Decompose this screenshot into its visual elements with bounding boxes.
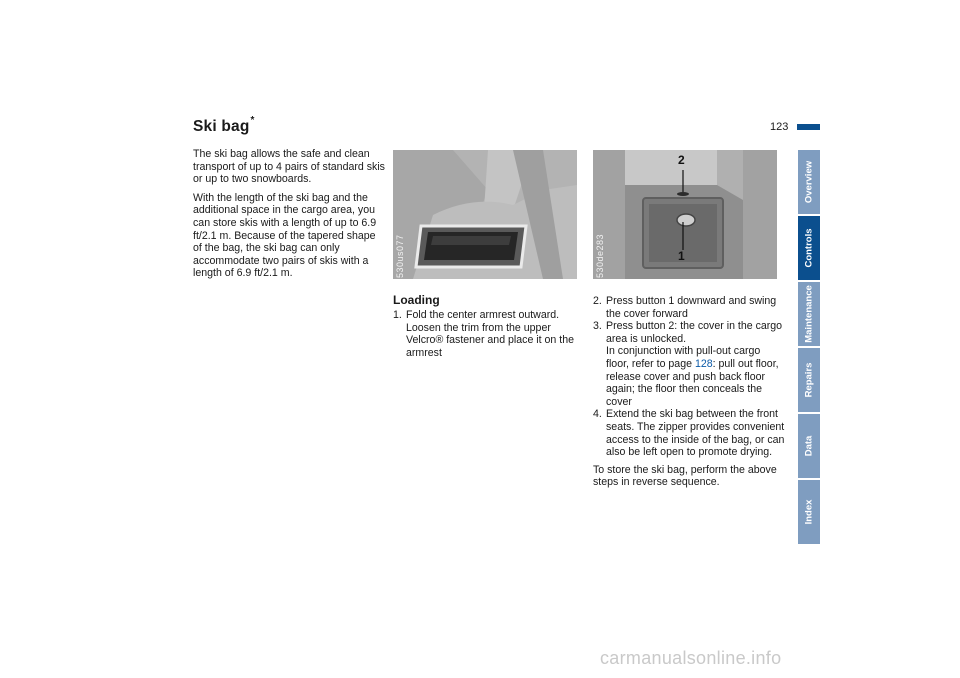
cargo-cover-illustration [593,150,777,279]
step-number: 3. [593,320,602,333]
step-text: Fold the center armrest outward. Loosen the trim from the upper Velcro® fastener and place it on the armrest [406,309,574,359]
step-text: Press button 1 downward and swing the cover forward [606,295,777,320]
continued-steps [593,295,785,489]
page-reference-link[interactable]: 128 [694,357,713,370]
step-text: Press button 2: the cover in the cargo area is unlocked. [606,320,783,345]
tab-label: Maintenance [803,285,815,343]
intro-column [193,148,385,286]
figure-code: 530de283 [595,233,605,278]
tab-index[interactable] [798,480,820,544]
step-1 [393,309,581,359]
tab-label: Repairs [803,362,815,398]
step-4 [593,408,785,458]
tab-maintenance[interactable] [798,282,820,346]
page-title-text: Ski bag [193,118,250,136]
tab-label: Controls [803,228,815,268]
tab-controls[interactable] [798,216,820,280]
tab-label: Index [803,499,815,525]
section-tabs [798,150,820,546]
tab-data[interactable] [798,414,820,478]
watermark: carmanualsonline.info [600,648,782,668]
callout-1: 1 [678,249,685,263]
step-text: Extend the ski bag between the front seats. The zipper provides convenient access to the inside of the bag, or can also be left open to promote drying. [606,408,785,459]
step-note: In conjunction with pull-out cargo floor, refer to page [606,345,761,370]
tab-overview[interactable] [798,150,820,214]
closing-text: To store the ski bag, perform the above steps in reverse sequence. [593,463,777,489]
callout-2: 2 [678,153,685,167]
step-3 [593,320,785,408]
step-number: 4. [593,408,602,421]
page-marker-bar [797,124,820,130]
page-number: 123 [770,121,789,133]
figure-code: 530us077 [395,234,405,278]
page-title [193,117,255,136]
intro-paragraph-2: With the length of the ski bag and the additional space in the cargo area, you can store skis with a length of up to 6.9 ft/2.1 m. Because of the tapered shape of the bag, the ski bag can only accommodate two pairs of skis with a length of 6.9 ft/2.1 m. [193,191,377,280]
loading-steps [393,309,581,359]
optional-equipment-mark: * [250,115,255,126]
step-number: 1. [393,309,402,321]
tab-label: Overview [803,160,815,204]
armrest-illustration [393,150,577,279]
tab-repairs[interactable] [798,348,820,412]
step-2 [593,295,785,320]
armrest-figure [393,150,577,279]
intro-paragraph-1: The ski bag allows the safe and clean transport of up to 4 pairs of standard skis or up to two snowboards. [193,148,385,186]
tab-label: Data [803,435,815,457]
cargo-cover-figure [593,150,777,279]
loading-heading: Loading [393,293,440,307]
step-note-continued: : pull out floor, release cover and push back floor again; the floor then conceals the cover [606,357,779,408]
step-number: 2. [593,295,602,307]
